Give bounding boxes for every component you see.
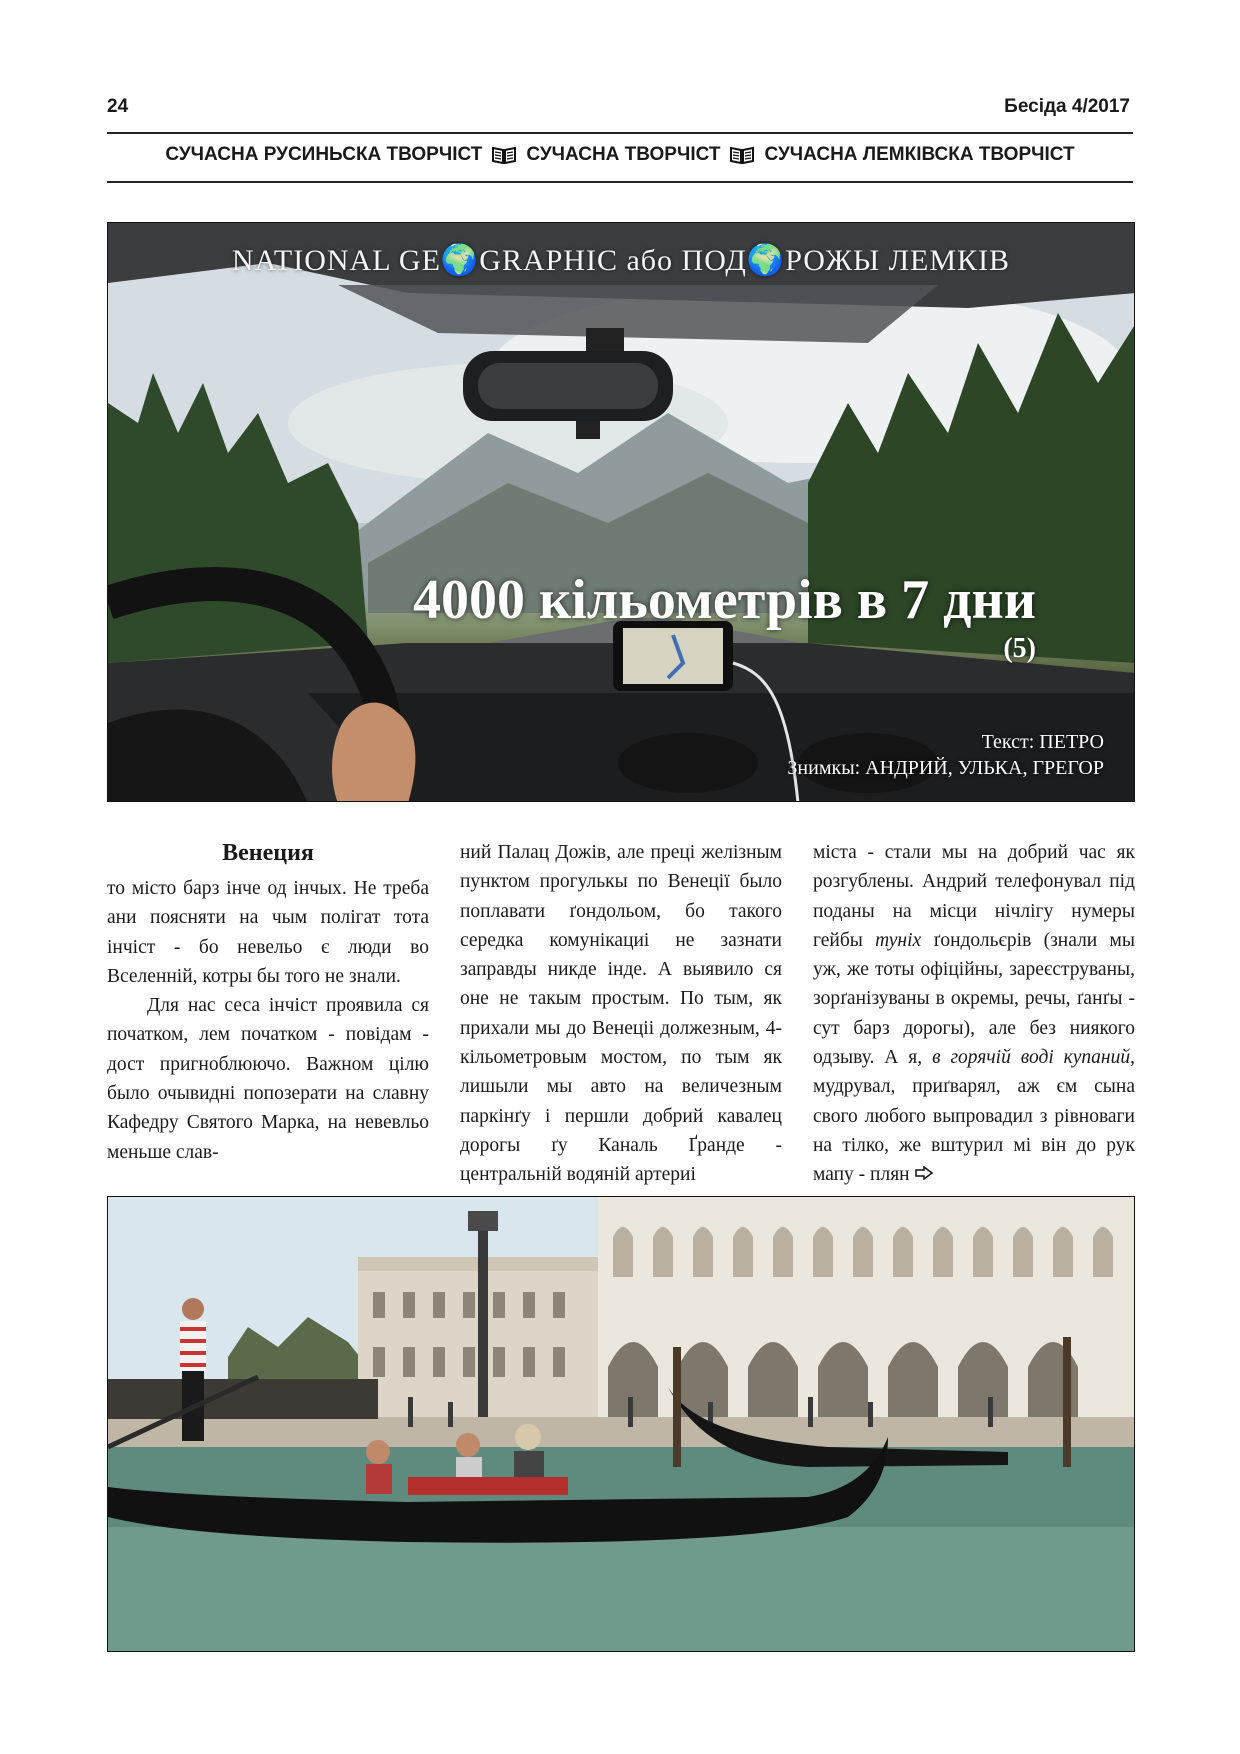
series-kicker: NATIONAL GE🌍GRAPHIC або ПОД🌍РОЖЫ ЛЕМКІВ: [231, 244, 1011, 277]
issue-label: Бесіда 4/2017: [1004, 96, 1130, 117]
credit-photos: Знимкы: АНДРИЙ, УЛЬКА, ГРЕГОР: [787, 757, 1104, 779]
article-column-3: [813, 838, 1135, 1190]
article-column-1: [107, 838, 429, 1167]
page-number: 24: [107, 96, 129, 117]
section-rusyn: СУЧАСНА РУСИНЬСКА ТВОРЧІСТ: [165, 144, 483, 165]
text-run: , мудрувал, приґварял, аж єм сына свого любого выпровадил з рівноваги на тілко, же вштурил мі він до рук мапу - плян: [813, 1047, 1135, 1186]
section-modern: СУЧАСНА ТВОРЧІСТ: [526, 144, 721, 165]
section-bar: [107, 144, 1133, 166]
section-lemko: СУЧАСНА ЛЕМКІВСКА ТВОРЧІСТ: [764, 144, 1075, 165]
paragraph: Для нас сеса інчіст проявила ся початком, лем початком - повідам - дост пригноблюючо. Важном цілю было очывидні попозерати на славну Кафедру Святого Марка, на невевльо меньше слав-: [107, 995, 429, 1163]
car-windshield-illustration: [108, 223, 1135, 802]
text-run: ґондольєрів (знали мы уж, же тоты офіційны, зареєструваны, зорґанізуваны в окремы, речы, ґанґы - сут барз дорогы), але без ниякого одзыву. А я,: [813, 929, 1135, 1069]
continue-arrow-icon: [914, 1166, 934, 1180]
venice-gondola-illustration: [108, 1197, 1135, 1652]
italic-run: туніх: [875, 929, 922, 951]
header-rule-bottom: [107, 181, 1133, 183]
open-book-icon: [492, 146, 516, 164]
paragraph: то місто барз інче од інчых. Не треба ани поясняти на чым полігат тота інчіст - бо невельо є люди во Вселенній, котры бы того не знали.: [107, 878, 429, 987]
article-column-2: [460, 838, 782, 1190]
venice-photo: [107, 1196, 1135, 1652]
open-book-icon: [730, 146, 754, 164]
article-title: 4000 кільометрів в 7 дни: [412, 569, 1036, 631]
part-number: (5): [1003, 633, 1036, 664]
credit-text: Текст: ПЕТРО: [981, 731, 1104, 753]
paragraph: ний Палац Дожів, але преці желізным пунктом прогулькы по Венеції было поплавати ґондольом, бо такого середка комунікациі не зазнати заправды никде інде. А выявило ся оне не такым простым. По тым, як прихали мы до Венеціі должезным, 4-кільометровым мостом, по тым як лишыли мы авто на величезным паркінґу і першли добрий кавалец дорогы ґу Каналь Ґранде - центральній водяній артериі: [460, 842, 782, 1186]
italic-run: в горячій воді купаний: [932, 1047, 1131, 1069]
section-heading: Венеция: [222, 840, 314, 866]
hero-photo: [107, 222, 1135, 802]
text-run: міста - стали мы на добрий час як розгублены. Андрий телефонувал під поданы на місци нічлігу нумеры гейбы: [813, 842, 1135, 951]
paragraph: [813, 838, 1135, 1190]
header-rule-top: [107, 132, 1133, 134]
